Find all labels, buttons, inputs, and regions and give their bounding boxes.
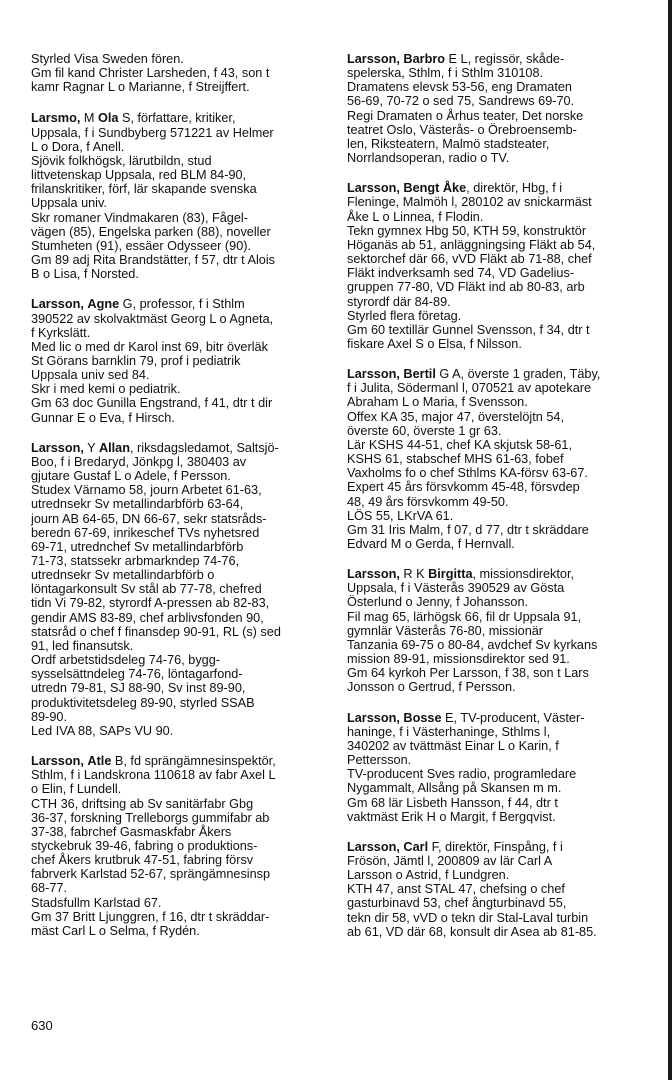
biography-entry <box>347 367 643 551</box>
entry-surname: Larsson, <box>347 52 400 66</box>
entry-text-line: 390522 av skolvaktmäst Georg L o Agneta, <box>31 311 274 326</box>
entry-text-line: Jonsson o Gertrud, f Persson. <box>347 680 516 695</box>
entry-heading-rest: E L, regissör, skåde- <box>445 52 565 66</box>
entry-text-line: littvetenskap Uppsala, red BLM 84-90, <box>31 168 247 183</box>
entry-text-line: spelerska, Sthlm, f i Sthlm 310108. <box>347 66 544 81</box>
entry-text-line: B o Lisa, f Norsted. <box>31 267 139 282</box>
entry-text-line: Gm fil kand Christer Larsheden, f 43, son t <box>31 66 270 81</box>
entry-text-line: journ AB 64-65, DN 66-67, sekr statsråds- <box>31 511 267 526</box>
entry-text-line: Gm 64 kyrkoh Per Larsson, f 38, son t Lars <box>347 666 589 681</box>
entry-surname: Larsmo, <box>31 111 81 126</box>
entry-heading-rest: , missionsdirektor, <box>472 567 575 582</box>
biography-entry <box>347 567 643 694</box>
entry-text-line: 56-69, 70-72 o sed 75, Sandrews 69-70. <box>347 94 575 109</box>
entry-given-name: Bengt Åke <box>403 181 467 196</box>
entry-text-line: gruppen 77-80, VD Fläkt ind ab 80-83, arb <box>347 280 585 295</box>
entry-text-line: KSHS 61, stabschef MHS 61-63, fobef <box>347 452 564 467</box>
entry-heading-rest: G, professor, f i Sthlm <box>119 297 245 312</box>
entry-text-line: Offex KA 35, major 47, överstelöjtn 54, <box>347 409 564 424</box>
entry-given-name: Carl <box>403 839 429 854</box>
entry-heading <box>347 181 643 195</box>
entry-text-line: Gunnar E o Eva, f Hirsch. <box>31 410 175 425</box>
entry-text-line: vägen (85), Engelska parken (88), noveller <box>31 224 271 239</box>
entry-text-line: Skr romaner Vindmakaren (83), Fågel- <box>31 210 248 225</box>
entry-text-line: Gm 60 textillär Gunnel Svensson, f 34, dtr t <box>347 322 590 337</box>
entry-text-line: Studex Värnamo 58, journ Arbetet 61-63, <box>31 483 262 498</box>
entry-text-line: Regi Dramaten o Århus teater, Det norske <box>347 108 584 123</box>
entry-text-line: utrednsekr Sv metallindarbförb 63-64, <box>31 497 244 512</box>
entry-text-line: chef Åkers krutbruk 47-51, fabring försv <box>31 853 254 868</box>
entry-given-name: Birgitta <box>428 567 473 582</box>
biography-entry <box>31 441 325 738</box>
entry-text-line: gymnlär Västerås 76-80, missionär <box>347 623 544 638</box>
entry-text-line: mäst Carl L o Selma, f Rydén. <box>31 923 200 938</box>
biography-entry <box>31 754 325 938</box>
entry-text-line: Med lic o med dr Karol inst 69, bitr överläk <box>31 339 268 354</box>
biography-entry <box>347 711 643 824</box>
entry-text-line: Gm 37 Britt Ljunggren, f 16, dtr t skräddar- <box>31 909 270 924</box>
entry-text-line: styrordf där 84-89. <box>347 294 451 309</box>
entry-text-line: Styrled flera företag. <box>347 308 462 323</box>
entry-text-line: 36-37, forskning Trelleborgs gummifabr ab <box>31 810 270 825</box>
entry-text-line: Gm 63 doc Gunilla Engstrand, f 41, dtr t dir <box>31 396 273 411</box>
biography-entry <box>31 297 325 424</box>
entry-text-line: Ordf arbetstidsdeleg 74-76, bygg- <box>31 653 221 668</box>
entry-given-name: Barbro <box>403 52 446 66</box>
entry-text-line: Sthlm, f i Landskrona 110618 av fabr Axel L <box>31 768 276 783</box>
entry-text-line: 91, led finansutsk. <box>31 638 134 653</box>
entry-heading-rest: , direktör, Hbg, f i <box>466 181 563 196</box>
entry-text-line: Gm 31 Iris Malm, f 07, d 77, dtr t skräddare <box>347 522 589 537</box>
entry-text-line: KTH 47, anst STAL 47, chefsing o chef <box>347 882 565 897</box>
entry-text-line: Pettersson. <box>347 753 412 768</box>
entry-surname: Larsson, <box>31 440 84 455</box>
entry-text-line: Larsson o Astrid, f Lundgren. <box>347 868 510 883</box>
biography-entry <box>347 181 643 351</box>
entry-text-line: len, Riksteatern, Malmö stadsteater, <box>347 136 550 151</box>
page-number: 630 <box>31 1018 53 1033</box>
entry-text-line: Uppsala, f i Västerås 390529 av Gösta <box>347 581 565 596</box>
entry-text-line: Fleninge, Malmöh l, 280102 av snickarmäst <box>347 195 592 210</box>
entry-text-line: 71-73, statssekr arbmarkndep 74-76, <box>31 554 240 568</box>
entry-text-line: 48, 49 års försvkomm 49-50. <box>347 494 509 509</box>
entry-text-line: ab 61, VD där 68, konsult dir Asea ab 81-85. <box>347 924 597 939</box>
entry-text-line: 69-71, utrednchef Sv metallindarbförb <box>31 539 244 554</box>
entry-text-line: L o Dora, f Anell. <box>31 139 125 154</box>
entry-text-line: Styrled Visa Sweden fören. <box>31 52 184 66</box>
entry-heading <box>31 111 325 125</box>
entry-text-line: gendir AMS 83-89, chef arblivsfonden 90, <box>31 610 264 625</box>
entry-text-line: mission 89-91, missionsdirektor sed 91. <box>347 652 570 667</box>
entry-surname: Larsson, <box>31 754 84 769</box>
entry-heading <box>31 754 325 768</box>
left-column <box>31 52 325 954</box>
entry-text-line: Norrlandsoperan, radio o TV. <box>347 151 510 166</box>
entry-heading-rest: E, TV-producent, Väster- <box>441 710 585 725</box>
entry-given-name: Ola <box>97 111 119 126</box>
entry-text-line: Uppsala univ. <box>31 196 107 211</box>
entry-heading <box>31 441 325 455</box>
biography-entry <box>31 111 325 281</box>
entry-text-line: haninge, f i Västerhaninge, Sthlms l, <box>347 724 551 739</box>
entry-text-line: gjutare Gustaf L o Adele, f Persson. <box>31 469 231 484</box>
entry-text-line: vaktmäst Erik H o Margit, f Bergqvist. <box>347 809 556 824</box>
entry-heading <box>347 52 643 66</box>
entry-text-line: TV-producent Sves radio, programledare <box>347 767 577 782</box>
right-column <box>347 52 643 955</box>
entry-heading <box>31 297 325 311</box>
entry-text-line: utrednsekr Sv metallindarbförb o <box>31 568 215 583</box>
entry-text-line: produktivitetsdeleg 89-90, styrled SSAB <box>31 695 255 710</box>
entry-heading-rest: S, författare, kritiker, <box>118 111 236 126</box>
entry-text-line: CTH 36, driftsing ab Sv sanitärfabr Gbg <box>31 796 254 811</box>
entry-text-line: Fil mag 65, lärhögsk 66, fil dr Uppsala 91, <box>347 609 582 624</box>
entry-text-line: o Elin, f Lundell. <box>31 782 122 797</box>
entry-text-line: Led IVA 88, SAPs VU 90. <box>31 723 174 738</box>
entry-surname: Larsson, <box>347 181 400 196</box>
entry-text-line: sektorchef där 66, vVD Fläkt ab 71-88, chef <box>347 252 592 267</box>
entry-surname: Larsson, <box>347 710 400 725</box>
entry-text-line: Gm 68 lär Lisbeth Hansson, f 44, dtr t <box>347 795 558 810</box>
entry-heading <box>347 711 643 725</box>
entry-text-line: beredn 67-69, inrikeschef TVs nyhetsred <box>31 525 260 540</box>
entry-text-line: Frösön, Jämtl l, 200809 av lär Carl A <box>347 853 553 868</box>
entry-text-line: f Kyrkslätt. <box>31 325 91 340</box>
entry-text-line: Uppsala, f i Sundbyberg 571221 av Helmer <box>31 125 274 140</box>
entry-given-name: Atle <box>87 754 112 769</box>
entry-text-line: fiskare Axel S o Elsa, f Nilsson. <box>347 336 522 351</box>
entry-text-line: Edvard M o Gerda, f Hernvall. <box>347 537 515 551</box>
entry-text-line: 37-38, fabrchef Gasmaskfabr Åkers <box>31 824 232 839</box>
entry-text-line: Tekn gymnex Hbg 50, KTH 59, konstruktör <box>347 223 587 238</box>
entry-text-line: gasturbinavd 53, chef ångturbinavd 55, <box>347 896 567 911</box>
entry-initials: Y <box>83 440 99 455</box>
entry-heading-rest: F, direktör, Finspång, f i <box>428 839 563 854</box>
entry-text-line: St Görans barnklin 79, prof i pediatrik <box>31 353 241 368</box>
entry-surname: Larsson, <box>31 297 84 312</box>
entry-text-line: Nygammalt, Allsång på Skansen m m. <box>347 781 562 796</box>
entry-text-line: Åke L o Linnea, f Flodin. <box>347 209 484 224</box>
entry-text-line: Skr i med kemi o pediatrik. <box>31 382 181 397</box>
entry-text-line: Expert 45 års försvkomm 45-48, försvdep <box>347 480 580 495</box>
entry-text-line: frilanskritiker, förf, lär skapande svenska <box>31 182 257 197</box>
entry-heading <box>347 840 643 854</box>
entry-text-line: Höganäs ab 51, anläggningsing Fläkt ab 54, <box>347 237 596 252</box>
entry-text-line: Abraham L o Maria, f Svensson. <box>347 395 528 410</box>
entry-surname: Larsson, <box>347 839 400 854</box>
entry-text-line: överste 60, överste 1 gr 63. <box>347 423 502 438</box>
entry-text-line: utredn 79-81, SJ 88-90, Sv inst 89-90, <box>31 681 246 696</box>
entry-heading-rest: B, fd sprängämnesinspektör, <box>111 754 276 769</box>
entry-text-line: f i Julita, Södermanl l, 070521 av apotekare <box>347 381 592 396</box>
entry-text-line: 340202 av tvättmäst Einar L o Karin, f <box>347 738 559 753</box>
entry-text-line: teatret Oslo, Västerås- o Örebroensemb- <box>347 122 577 137</box>
biography-entry <box>347 840 643 939</box>
entry-text-line: Uppsala univ sed 84. <box>31 368 150 383</box>
entry-text-line: Boo, f i Bredaryd, Jönkpg l, 380403 av <box>31 454 247 469</box>
entry-text-line: kamr Ragnar L o Marianne, f Streijffert. <box>31 80 250 95</box>
entry-text-line: styckebruk 39-46, fabring o produktions- <box>31 838 258 853</box>
entry-text-line: 89-90. <box>31 709 67 724</box>
entry-heading-rest: G A, överste 1 graden, Täby, <box>435 367 601 382</box>
entry-text-line: tidn Vi 79-82, styrordf A-pressen ab 82-83, <box>31 596 270 611</box>
entry-heading-rest: , riksdagsledamot, Saltsjö- <box>129 440 279 455</box>
entry-text-line: Sjövik folkhögsk, lärutbildn, stud <box>31 153 212 168</box>
entry-given-name: Allan <box>98 440 130 455</box>
entry-heading <box>347 367 643 381</box>
entry-text-line: Vaxholms fo o chef Sthlms KA-försv 63-67. <box>347 466 588 481</box>
entry-text-line: Stumheten (91), essäer Odysseer (90). <box>31 238 252 253</box>
entry-text-line: Österlund o Jenny, f Johansson. <box>347 595 529 610</box>
entry-initials: R K <box>399 567 429 582</box>
entry-heading <box>347 567 643 581</box>
entry-text-line: fabrverk Karlstad 52-67, sprängämnesinsp <box>31 867 271 882</box>
entry-given-name: Bosse <box>403 710 442 725</box>
entry-surname: Larsson, <box>347 367 400 382</box>
entry-text-line: LÖS 55, LKrVA 61. <box>347 508 454 523</box>
entry-surname: Larsson, <box>347 567 400 582</box>
entry-text-line: Dramatens elevsk 53-56, eng Dramaten <box>347 80 572 95</box>
continued-entry <box>31 52 325 94</box>
entry-text-line: sysselsättndeleg 74-76, löntagarfond- <box>31 667 243 682</box>
biography-entry <box>347 52 643 165</box>
entry-given-name: Agne <box>87 297 120 312</box>
page-edge-shadow <box>668 0 672 1080</box>
entry-text-line: Tanzania 69-75 o 80-84, avdchef Sv kyrkans <box>347 637 598 652</box>
entry-text-line: tekn dir 58, vVD o tekn dir Stal-Laval turbin <box>347 910 589 925</box>
entry-text-line: Lär KSHS 44-51, chef KA skjutsk 58-61, <box>347 437 572 452</box>
entry-given-name: Bertil <box>403 367 436 382</box>
entry-text-line: statsråd o chef f finansdep 90-91, RL (s) sed <box>31 624 281 639</box>
entry-text-line: 68-77. <box>31 881 67 896</box>
entry-text-line: Gm 89 adj Rita Brandstätter, f 57, dtr t Alois <box>31 253 275 268</box>
entry-text-line: Fläkt indverksamh sed 74, VD Gadelius- <box>347 266 575 281</box>
entry-text-line: Stadsfullm Karlstad 67. <box>31 895 162 910</box>
entry-initials: M <box>80 111 98 126</box>
entry-text-line: löntagarkonsult Sv stål ab 77-78, chefred <box>31 582 262 597</box>
